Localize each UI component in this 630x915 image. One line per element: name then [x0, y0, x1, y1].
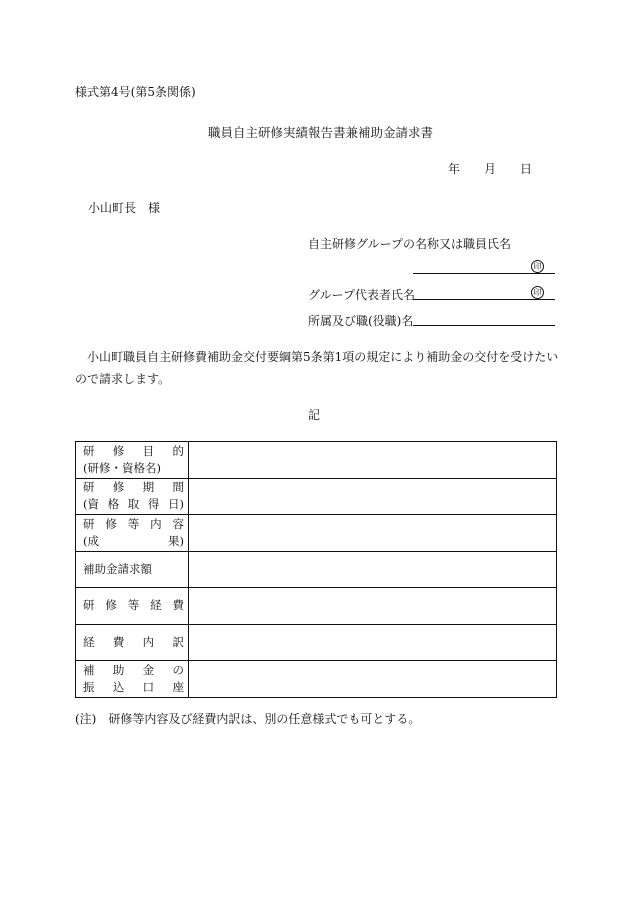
date-year: 年: [448, 162, 461, 176]
label-char: 格: [107, 497, 120, 512]
label-char: 容: [172, 516, 184, 531]
label-char: 目: [142, 443, 155, 458]
label-char: 等: [127, 598, 140, 613]
report-table: [75, 441, 557, 698]
label-char: の: [172, 662, 184, 677]
row-label: [76, 515, 189, 552]
form-number: 様式第4号(第5条関係): [75, 85, 196, 99]
row-value-cell[interactable]: [189, 588, 557, 625]
row-value-cell[interactable]: [189, 551, 557, 588]
table-row: [76, 661, 557, 698]
label-char: 研: [83, 598, 95, 613]
row-label: [76, 661, 189, 698]
row-label-line: [83, 533, 184, 550]
row-label-line: [83, 443, 184, 460]
label-char: (成: [83, 533, 99, 548]
label-char: 果): [168, 533, 184, 548]
label-char: 経: [83, 634, 95, 649]
table-row: [76, 442, 557, 479]
affiliation-label: 所属及び職(役職)名: [308, 314, 414, 328]
label-char: (研修・資格名): [83, 460, 161, 475]
row-label-line: [83, 662, 184, 679]
label-char: 間: [172, 480, 184, 495]
label-char: 日): [168, 497, 184, 512]
table-row: [76, 551, 557, 588]
label-char: 修: [105, 516, 117, 531]
row-label: [76, 588, 189, 625]
row-label-line: [83, 597, 184, 614]
label-char: 的: [172, 443, 184, 458]
label-char: 座: [172, 679, 184, 694]
label-char: 経: [150, 598, 162, 613]
row-value-cell[interactable]: [189, 442, 557, 479]
row-label-line: [83, 496, 184, 513]
row-label: [76, 551, 189, 588]
row-label: [76, 442, 189, 479]
label-char: 助: [112, 662, 125, 677]
label-char: 内: [142, 634, 155, 649]
table-row: [76, 515, 557, 552]
row-label-line: [83, 516, 184, 533]
label-char: 研: [83, 480, 95, 495]
date-day: 日: [520, 162, 533, 176]
label-char: 振: [83, 679, 95, 694]
label-char: 補助金請求額: [83, 561, 152, 576]
row-label-line: [83, 460, 184, 477]
row-label: [76, 624, 189, 661]
row-label-line: [83, 561, 184, 578]
row-label-line: [83, 634, 184, 651]
label-char: 内: [150, 516, 162, 531]
label-char: 修: [105, 598, 117, 613]
group-name-field[interactable]: [413, 273, 555, 274]
affiliation-field[interactable]: [413, 325, 555, 326]
document-title: 職員自主研修実績報告書兼補助金請求書: [208, 125, 434, 140]
label-char: 研: [83, 516, 95, 531]
seal-mark: 印: [531, 286, 544, 299]
label-char: (資: [83, 497, 99, 512]
record-heading: 記: [308, 408, 321, 422]
label-char: 期: [142, 480, 155, 495]
table-row: [76, 588, 557, 625]
label-char: 口: [142, 679, 155, 694]
table-row: [76, 624, 557, 661]
seal-mark: 印: [531, 260, 544, 273]
label-char: 修: [112, 480, 125, 495]
label-char: 費: [172, 598, 184, 613]
addressee: 小山町長 様: [88, 201, 161, 215]
label-char: 金: [142, 662, 155, 677]
label-char: 修: [112, 443, 125, 458]
row-value-cell[interactable]: [189, 624, 557, 661]
row-value-cell[interactable]: [189, 661, 557, 698]
row-value-cell[interactable]: [189, 478, 557, 515]
label-char: 取: [127, 497, 140, 512]
footnote: (注) 研修等内容及び経費内訳は、別の任意様式でも可とする。: [75, 712, 421, 726]
representative-field[interactable]: [413, 299, 555, 300]
row-label-line: [83, 679, 184, 696]
label-char: 補: [83, 662, 95, 677]
label-char: 費: [112, 634, 125, 649]
row-value-cell[interactable]: [189, 515, 557, 552]
group-name-label: 自主研修グループの名称又は職員氏名: [308, 237, 512, 251]
label-char: 込: [112, 679, 125, 694]
label-char: 研: [83, 443, 95, 458]
row-label-line: [83, 479, 184, 496]
body-paragraph: 小山町職員自主研修費補助金交付要綱第5条第1項の規定により補助金の交付を受けたいので請求します。: [75, 350, 559, 386]
date-month: 月: [484, 162, 497, 176]
row-label: [76, 478, 189, 515]
label-char: 等: [127, 516, 140, 531]
representative-label: グループ代表者氏名: [308, 288, 416, 302]
table-row: [76, 478, 557, 515]
label-char: 訳: [172, 634, 184, 649]
label-char: 得: [147, 497, 160, 512]
